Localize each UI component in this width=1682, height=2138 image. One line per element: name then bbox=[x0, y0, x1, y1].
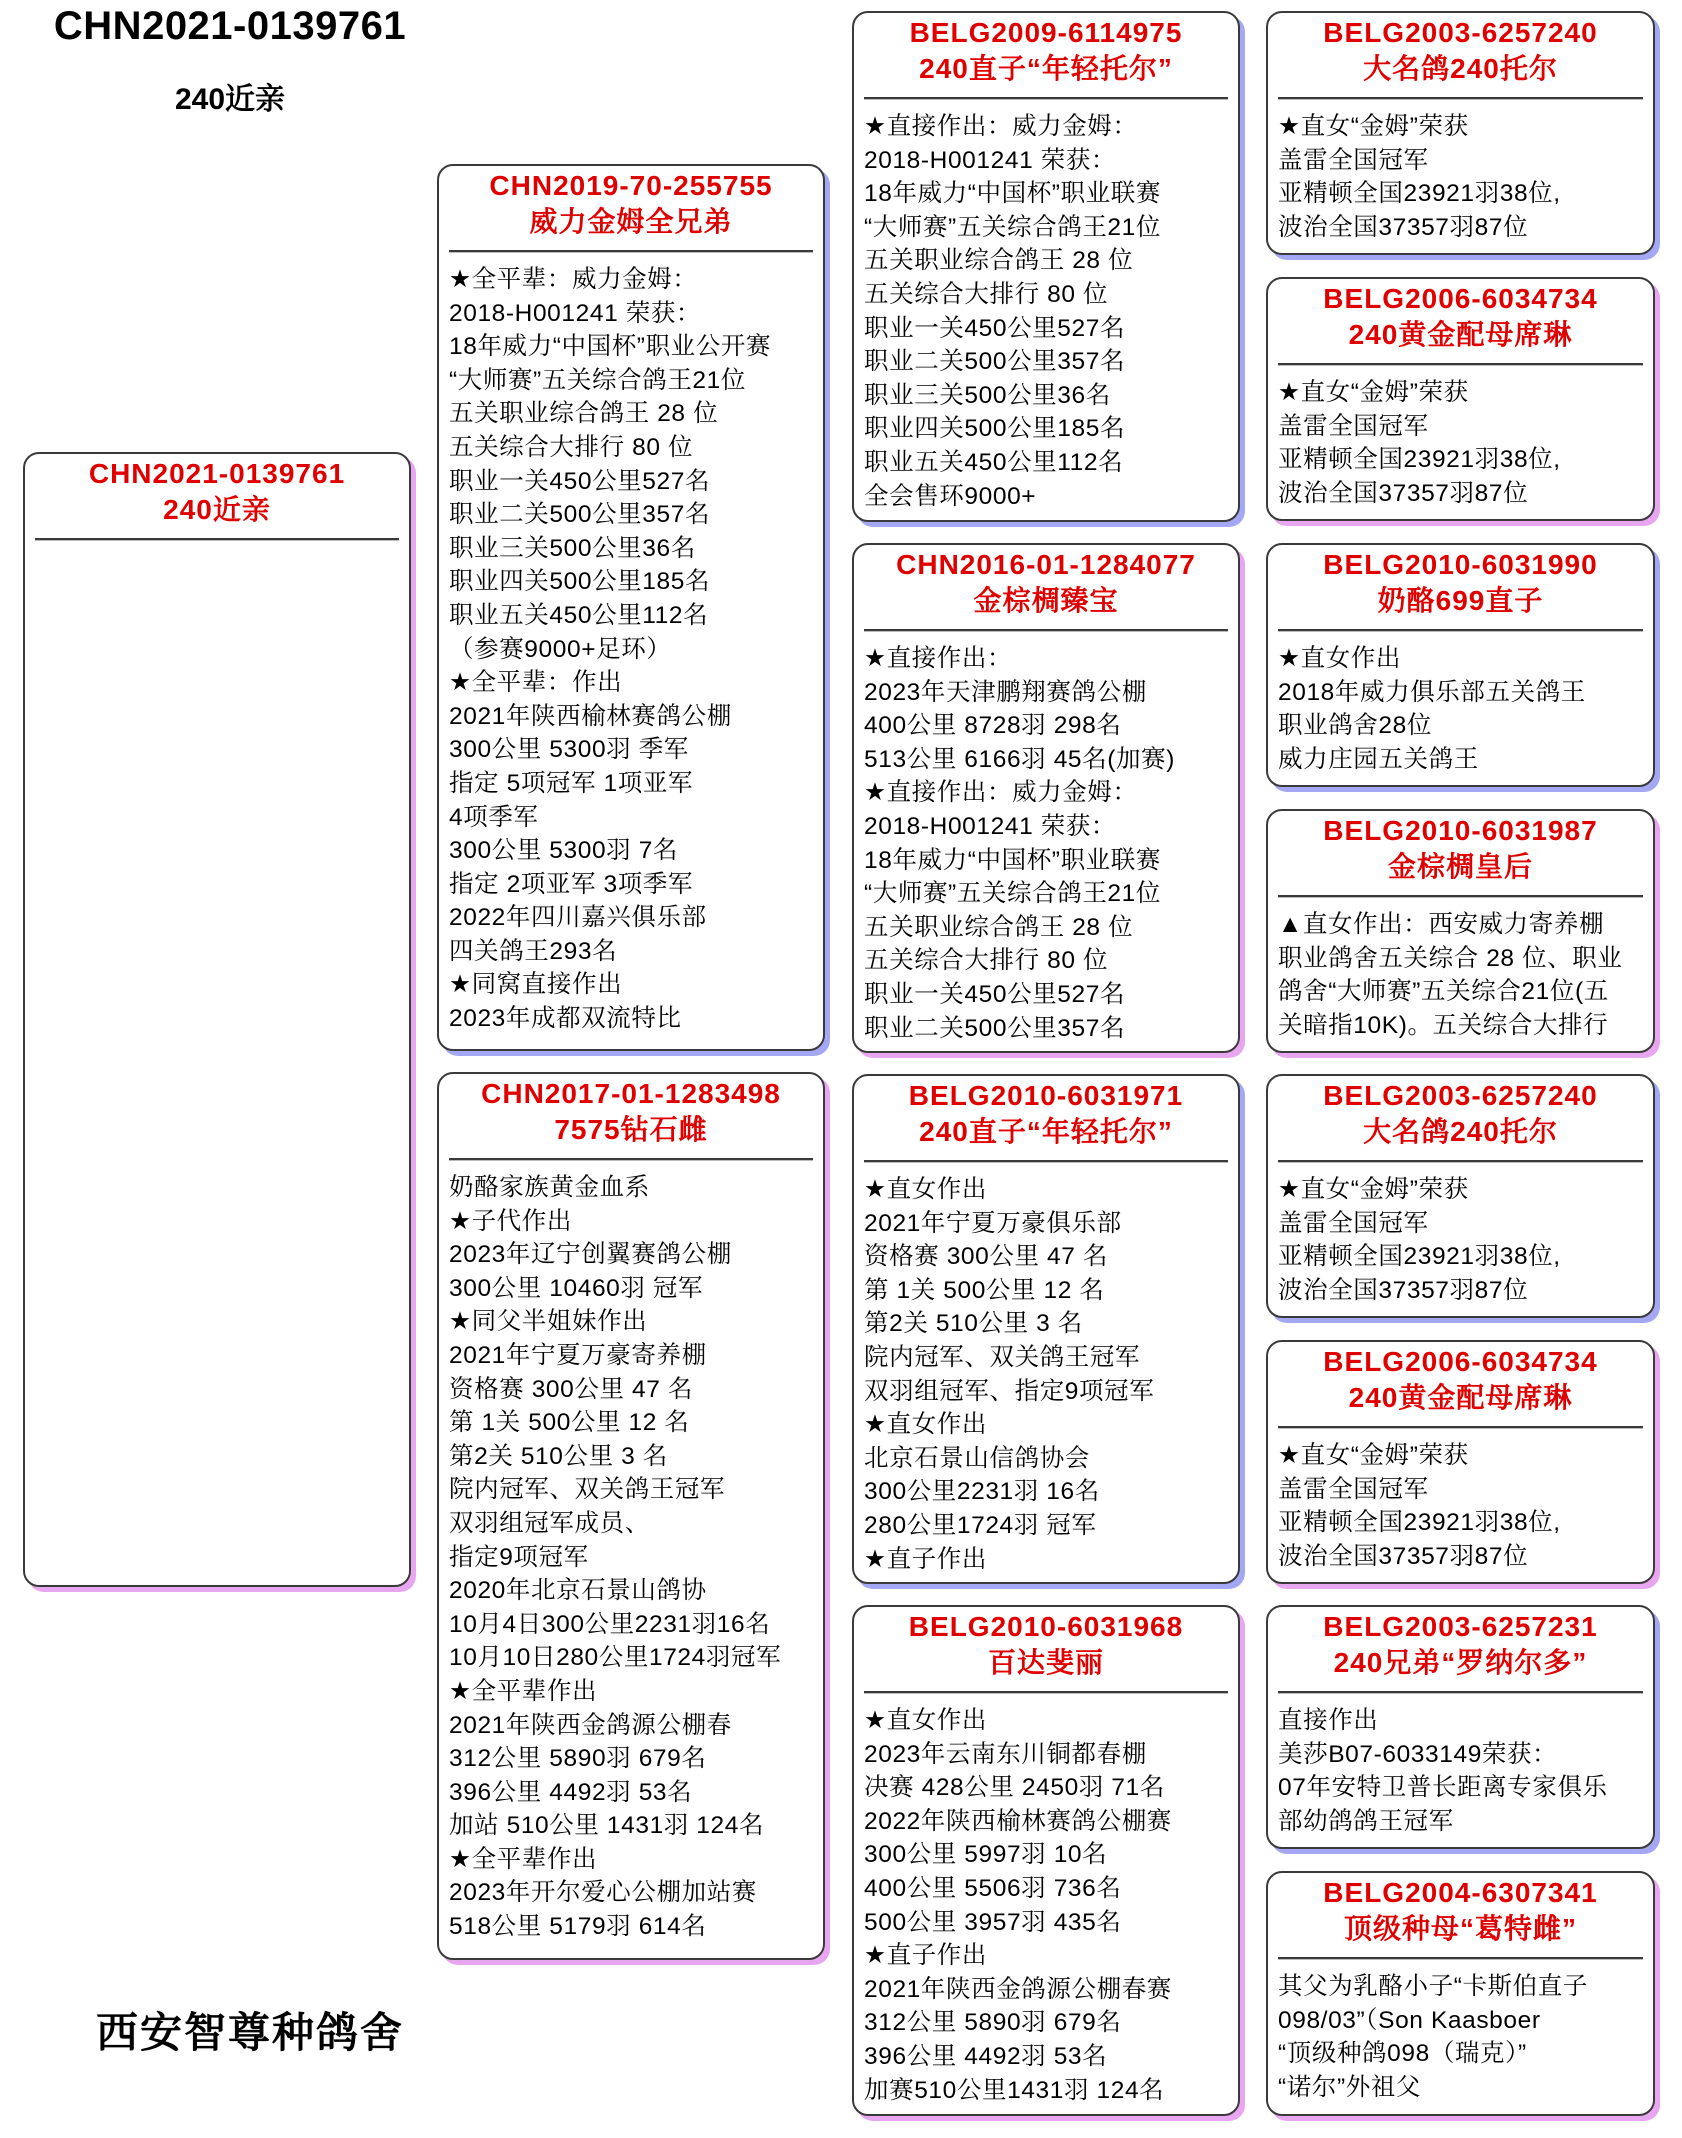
card-body-line: ★同父半姐妹作出 bbox=[449, 1308, 648, 1336]
card-body-line: 2021年宁夏万豪俱乐部 bbox=[864, 1209, 1122, 1237]
card-body-line: 盖雷全国冠军 bbox=[1278, 146, 1429, 174]
card-body-line: 院内冠军、双关鸽王冠军 bbox=[449, 1476, 726, 1504]
pedigree-card-sdd bbox=[1266, 809, 1655, 1053]
card-body-line: 400公里 5506羽 736名 bbox=[864, 1874, 1122, 1902]
card-body-line: （参赛9000+足环） bbox=[449, 635, 672, 663]
card-body-line: 2023年云南东川铜都春棚 bbox=[864, 1740, 1147, 1768]
card-body-line: ★直女作出 bbox=[1278, 645, 1401, 672]
card-body bbox=[439, 253, 823, 1036]
card-body-line: ★直子作出 bbox=[864, 1545, 987, 1573]
card-body-line: “大师赛”五关综合鸽王21位 bbox=[449, 366, 746, 394]
card-body bbox=[439, 1161, 823, 1944]
card-body bbox=[1268, 366, 1653, 510]
card-body-line: 亚精顿全国23921羽38位, bbox=[1278, 1243, 1561, 1271]
card-body-line: 2022年陕西榆林赛鸽公棚赛 bbox=[864, 1807, 1172, 1835]
loft-name: 西安智尊种鸽舍 bbox=[95, 2009, 404, 2056]
card-body-line: 07年安特卫普长距离专家俱乐 bbox=[1278, 1774, 1608, 1802]
bird-name: 240直子“年轻托尔” bbox=[919, 53, 1173, 84]
card-body-line: 职业三关500公里36名 bbox=[864, 381, 1111, 409]
pedigree-card-sire-sire bbox=[852, 11, 1240, 522]
bird-name: 大名鸽240托尔 bbox=[1363, 53, 1558, 84]
ring-number: CHN2016-01-1284077 bbox=[896, 549, 1196, 580]
card-header bbox=[854, 13, 1238, 87]
ring-number: BELG2004-6307341 bbox=[1323, 1877, 1598, 1908]
card-body-line: 518公里 5179羽 614名 bbox=[449, 1913, 707, 1941]
card-body-line: 职业五关450公里112名 bbox=[449, 601, 709, 629]
card-body-line: 威力庄园五关鸽王 bbox=[1278, 745, 1479, 773]
card-body-line: 盖雷全国冠军 bbox=[1278, 412, 1429, 440]
card-body-line: 职业二关500公里357名 bbox=[864, 1014, 1126, 1042]
card-body-line: 指定9项冠军 bbox=[449, 1543, 589, 1571]
pedigree-card-sire-dam bbox=[852, 543, 1240, 1053]
card-body-line: 第 1关 500公里 12 名 bbox=[864, 1276, 1105, 1304]
card-body-line: 280公里1724羽 冠军 bbox=[864, 1511, 1097, 1539]
card-body-line: 300公里 5300羽 季军 bbox=[449, 736, 689, 764]
card-body-line: 300公里 5997羽 10名 bbox=[864, 1841, 1108, 1869]
card-body-line: 10月10日280公里1724羽冠军 bbox=[449, 1644, 782, 1672]
card-body-line: 职业鸽舍28位 bbox=[1278, 712, 1432, 740]
card-body-line: 4项季军 bbox=[449, 803, 539, 831]
bird-name: 大名鸽240托尔 bbox=[1363, 1116, 1558, 1147]
card-body-line: ▲直女作出：西安威力寄养棚 bbox=[1278, 911, 1605, 938]
pedigree-card-subject bbox=[23, 452, 411, 1587]
ring-number: BELG2010-6031990 bbox=[1323, 549, 1598, 580]
card-body-line: 职业五关450公里112名 bbox=[864, 448, 1124, 476]
card-body-line: ★直接作出：威力金姆： bbox=[864, 779, 1138, 807]
ring-number: BELG2003-6257231 bbox=[1323, 1611, 1598, 1642]
card-header bbox=[854, 1607, 1238, 1681]
card-header bbox=[1268, 1873, 1653, 1947]
card-body-line: ★直接作出：威力金姆： bbox=[864, 113, 1138, 140]
card-body-line: 300公里 10460羽 冠军 bbox=[449, 1274, 704, 1302]
card-body-line: 鸽舍“大师赛”五关综合21位(五 bbox=[1278, 978, 1609, 1006]
card-body bbox=[854, 100, 1238, 513]
card-body-line: 指定 5项冠军 1项亚军 bbox=[449, 769, 694, 797]
card-body-line: ★全平辈：威力金姆： bbox=[449, 266, 698, 293]
card-body-line: ★直女作出 bbox=[864, 1707, 987, 1734]
card-body-line: 盖雷全国冠军 bbox=[1278, 1209, 1429, 1237]
card-body bbox=[1268, 100, 1653, 244]
card-body-line: ★直子作出 bbox=[864, 1942, 987, 1970]
card-body-line: 五关综合大排行 80 位 bbox=[864, 280, 1109, 308]
ring-number: BELG2010-6031971 bbox=[908, 1080, 1184, 1111]
pedigree-card-dam bbox=[437, 1072, 825, 1960]
card-body-line: 2021年陕西金鸽源公棚春赛 bbox=[864, 1975, 1172, 2003]
card-header bbox=[1268, 545, 1653, 619]
card-body-line: 2023年成都双流特比 bbox=[449, 1005, 682, 1033]
card-body-line: 098/03”（Son Kaasboer bbox=[1278, 2006, 1541, 2034]
card-body-line: ★子代作出 bbox=[449, 1207, 572, 1235]
card-body bbox=[854, 1163, 1238, 1576]
card-body-line: 亚精顿全国23921羽38位, bbox=[1278, 1509, 1561, 1537]
ring-number: BELG2003-6257240 bbox=[1323, 1080, 1598, 1111]
card-body-line: 亚精顿全国23921羽38位, bbox=[1278, 446, 1561, 474]
card-body-line: 300公里2231羽 16名 bbox=[864, 1478, 1100, 1506]
bird-name: 240直子“年轻托尔” bbox=[919, 1116, 1173, 1147]
card-body-line: ★全平辈作出 bbox=[449, 1677, 598, 1705]
card-body-line: 决赛 428公里 2450羽 71名 bbox=[864, 1774, 1165, 1802]
card-body-line: ★直女作出 bbox=[864, 1176, 987, 1203]
card-body bbox=[1268, 1429, 1653, 1573]
card-body-line: 10月4日300公里2231羽16名 bbox=[449, 1610, 771, 1638]
card-body-line: 2018-H001241 荣获： bbox=[864, 146, 1117, 174]
card-body bbox=[1268, 898, 1653, 1042]
card-body-line: 五关综合大排行 80 位 bbox=[864, 947, 1109, 975]
card-body-line: 2020年北京石景山鸽协 bbox=[449, 1577, 707, 1605]
bird-name: 240兄弟“罗纳尔多” bbox=[1333, 1647, 1588, 1678]
bird-name: 240黄金配母席琳 bbox=[1348, 1382, 1573, 1413]
pedigree-card-ddd bbox=[1266, 1871, 1655, 2116]
card-body-line: 奶酪家族黄金血系 bbox=[449, 1174, 650, 1201]
card-body-line: 18年威力“中国杯”职业公开赛 bbox=[449, 333, 772, 361]
card-body-line: 2023年开尔爱心公棚加站赛 bbox=[449, 1879, 757, 1907]
card-body bbox=[854, 632, 1238, 1045]
card-body-line: 396公里 4492羽 53名 bbox=[864, 2042, 1108, 2070]
bird-name: 240近亲 bbox=[163, 494, 271, 525]
card-body bbox=[1268, 1694, 1653, 1838]
card-body-line: 资格赛 300公里 47 名 bbox=[864, 1243, 1108, 1271]
card-header bbox=[854, 545, 1238, 619]
card-body-line: 全会售环9000+ bbox=[864, 482, 1037, 510]
card-body-line: “顶级种鸽098（瑞克）” bbox=[1278, 2040, 1527, 2068]
bird-name: 顶级种母“葛特雌” bbox=[1343, 1913, 1577, 1944]
card-body-line: 职业四关500公里185名 bbox=[449, 568, 711, 596]
ring-number: BELG2010-6031987 bbox=[1323, 815, 1598, 846]
card-body-line: ★直女“金姆”荣获 bbox=[1278, 1176, 1469, 1203]
pedigree-card-dam-dam bbox=[852, 1605, 1240, 2116]
card-header bbox=[1268, 1076, 1653, 1150]
card-body-line: 500公里 3957羽 435名 bbox=[864, 1908, 1122, 1936]
card-body-line: 加站 510公里 1431羽 124名 bbox=[449, 1812, 765, 1840]
pedigree-card-dds bbox=[1266, 1605, 1655, 1849]
ring-number: BELG2009-6114975 bbox=[909, 17, 1183, 48]
card-body-line: “诺尔”外祖父 bbox=[1278, 2073, 1422, 2101]
card-header bbox=[25, 454, 409, 528]
ring-number: CHN2021-0139761 bbox=[88, 458, 346, 489]
card-body-line: 2023年辽宁创翼赛鸽公棚 bbox=[449, 1241, 732, 1269]
card-body-line: 2018-H001241 荣获： bbox=[449, 299, 702, 327]
card-body-line: ★同窝直接作出 bbox=[449, 971, 623, 999]
bird-name: 7575钻石雌 bbox=[554, 1114, 708, 1145]
pedigree-card-sss bbox=[1266, 11, 1655, 255]
ring-number: CHN2019-70-255755 bbox=[489, 170, 773, 201]
card-header bbox=[439, 166, 823, 240]
card-body-line: 北京石景山信鸽协会 bbox=[864, 1444, 1090, 1472]
card-body-line: 2018-H001241 荣获： bbox=[864, 812, 1117, 840]
card-body-line: 五关职业综合鸽王 28 位 bbox=[864, 913, 1134, 941]
card-body-line: 职业二关500公里357名 bbox=[864, 348, 1126, 376]
card-body-line: 院内冠军、双关鸽王冠军 bbox=[864, 1343, 1141, 1371]
card-body-line: 双羽组冠军、指定9项冠军 bbox=[864, 1377, 1155, 1405]
card-body-line: 2018年威力俱乐部五关鸽王 bbox=[1278, 678, 1586, 706]
card-header bbox=[854, 1076, 1238, 1150]
card-body-line: 396公里 4492羽 53名 bbox=[449, 1778, 693, 1806]
card-body-line: ★全平辈作出 bbox=[449, 1845, 598, 1873]
card-body-line: ★直女作出 bbox=[864, 1411, 987, 1439]
card-body-line: 职业一关450公里527名 bbox=[864, 314, 1126, 342]
card-body-line: 四关鸽王293名 bbox=[449, 937, 618, 965]
card-body-line: “大师赛”五关综合鸽王21位 bbox=[864, 880, 1161, 908]
card-body-line: 关暗指10K)。五关综合大排行 bbox=[1278, 1011, 1609, 1039]
card-body bbox=[25, 541, 409, 551]
bird-name: 金棕椆臻宝 bbox=[973, 585, 1119, 616]
pedigree-card-dsd bbox=[1266, 1340, 1655, 1584]
pedigree-card-sds bbox=[1266, 543, 1655, 787]
card-body-line: ★直接作出： bbox=[864, 645, 1013, 672]
card-body-line: 职业鸽舍五关综合 28 位、职业 bbox=[1278, 944, 1623, 972]
page-title: CHN2021-0139761 bbox=[53, 4, 407, 48]
card-body-line: 加赛510公里1431羽 124名 bbox=[864, 2076, 1165, 2104]
card-header bbox=[1268, 811, 1653, 885]
card-body bbox=[1268, 1163, 1653, 1307]
card-body-line: 波治全国37357羽87位 bbox=[1278, 1276, 1529, 1304]
card-body-line: 300公里 5300羽 7名 bbox=[449, 837, 679, 865]
card-body-line: 2021年宁夏万豪寄养棚 bbox=[449, 1341, 707, 1369]
bird-name: 240黄金配母席琳 bbox=[1348, 319, 1573, 350]
bird-name: 百达斐丽 bbox=[987, 1647, 1104, 1678]
page-subtitle: 240近亲 bbox=[174, 83, 286, 116]
card-body bbox=[854, 1694, 1238, 2107]
card-body-line: 美莎B07-6033149荣获： bbox=[1278, 1740, 1558, 1768]
card-body-line: 直接作出 bbox=[1278, 1707, 1379, 1734]
ring-number: BELG2003-6257240 bbox=[1323, 17, 1598, 48]
card-body-line: 五关综合大排行 80 位 bbox=[449, 433, 694, 461]
card-body-line: 波治全国37357羽87位 bbox=[1278, 479, 1529, 507]
pedigree-card-dam-sire bbox=[852, 1074, 1240, 1584]
card-body-line: 312公里 5890羽 679名 bbox=[864, 2009, 1122, 2037]
card-header bbox=[439, 1074, 823, 1148]
card-header bbox=[1268, 13, 1653, 87]
card-body-line: 第 1关 500公里 12 名 bbox=[449, 1409, 690, 1437]
card-body-line: 2021年陕西榆林赛鸽公棚 bbox=[449, 702, 732, 730]
card-body-line: 其父为乳酪小子“卡斯伯直子 bbox=[1278, 1973, 1588, 2000]
pedigree-card-dss bbox=[1266, 1074, 1655, 1318]
card-body-line: 第2关 510公里 3 名 bbox=[864, 1310, 1083, 1338]
card-body-line: 职业三关500公里36名 bbox=[449, 534, 696, 562]
card-body-line: 部幼鸽鸽王冠军 bbox=[1278, 1807, 1454, 1835]
card-body-line: 双羽组冠军成员、 bbox=[449, 1509, 650, 1537]
ring-number: BELG2006-6034734 bbox=[1323, 1346, 1598, 1377]
ring-number: BELG2010-6031968 bbox=[908, 1611, 1184, 1642]
card-body-line: 18年威力“中国杯”职业联赛 bbox=[864, 180, 1161, 208]
card-body-line: 波治全国37357羽87位 bbox=[1278, 213, 1529, 241]
bird-name: 奶酪699直子 bbox=[1377, 585, 1544, 616]
card-body-line: 513公里 6166羽 45名(加赛) bbox=[864, 745, 1175, 773]
card-body-line: 312公里 5890羽 679名 bbox=[449, 1745, 707, 1773]
card-body-line: 盖雷全国冠军 bbox=[1278, 1475, 1429, 1503]
bird-name: 威力金姆全兄弟 bbox=[529, 206, 733, 237]
card-header bbox=[1268, 1607, 1653, 1681]
card-body-line: 职业一关450公里527名 bbox=[449, 467, 711, 495]
card-body-line: 五关职业综合鸽王 28 位 bbox=[864, 247, 1134, 275]
card-body-line: 波治全国37357羽87位 bbox=[1278, 1542, 1529, 1570]
ring-number: CHN2017-01-1283498 bbox=[481, 1078, 781, 1109]
bird-name: 金棕椆皇后 bbox=[1387, 851, 1533, 882]
card-body-line: 400公里 8728羽 298名 bbox=[864, 712, 1122, 740]
ring-number: BELG2006-6034734 bbox=[1323, 283, 1598, 314]
card-body-line: 职业二关500公里357名 bbox=[449, 501, 711, 529]
card-body-line: ★直女“金姆”荣获 bbox=[1278, 379, 1469, 406]
card-body-line: 18年威力“中国杯”职业联赛 bbox=[864, 846, 1161, 874]
card-header bbox=[1268, 1342, 1653, 1416]
card-body-line: 职业一关450公里527名 bbox=[864, 980, 1126, 1008]
card-body-line: 2021年陕西金鸽源公棚春 bbox=[449, 1711, 732, 1739]
card-body-line: “大师赛”五关综合鸽王21位 bbox=[864, 213, 1161, 241]
pedigree-card-ssd bbox=[1266, 277, 1655, 521]
card-header bbox=[1268, 279, 1653, 353]
card-body-line: 五关职业综合鸽王 28 位 bbox=[449, 400, 719, 428]
card-body-line: 2023年天津鹏翔赛鸽公棚 bbox=[864, 678, 1147, 706]
card-body-line: 指定 2项亚军 3项季军 bbox=[449, 870, 694, 898]
card-body-line: 亚精顿全国23921羽38位, bbox=[1278, 180, 1561, 208]
card-body bbox=[1268, 1960, 1653, 2104]
card-body-line: ★直女“金姆”荣获 bbox=[1278, 113, 1469, 140]
card-body-line: 第2关 510公里 3 名 bbox=[449, 1442, 668, 1470]
card-body-line: ★直女“金姆”荣获 bbox=[1278, 1442, 1469, 1469]
card-body bbox=[1268, 632, 1653, 776]
card-body-line: ★全平辈：作出 bbox=[449, 669, 623, 697]
card-body-line: 2022年四川嘉兴俱乐部 bbox=[449, 904, 707, 932]
pedigree-card-sire bbox=[437, 164, 825, 1051]
card-body-line: 职业四关500公里185名 bbox=[864, 415, 1126, 443]
card-body-line: 资格赛 300公里 47 名 bbox=[449, 1375, 693, 1403]
